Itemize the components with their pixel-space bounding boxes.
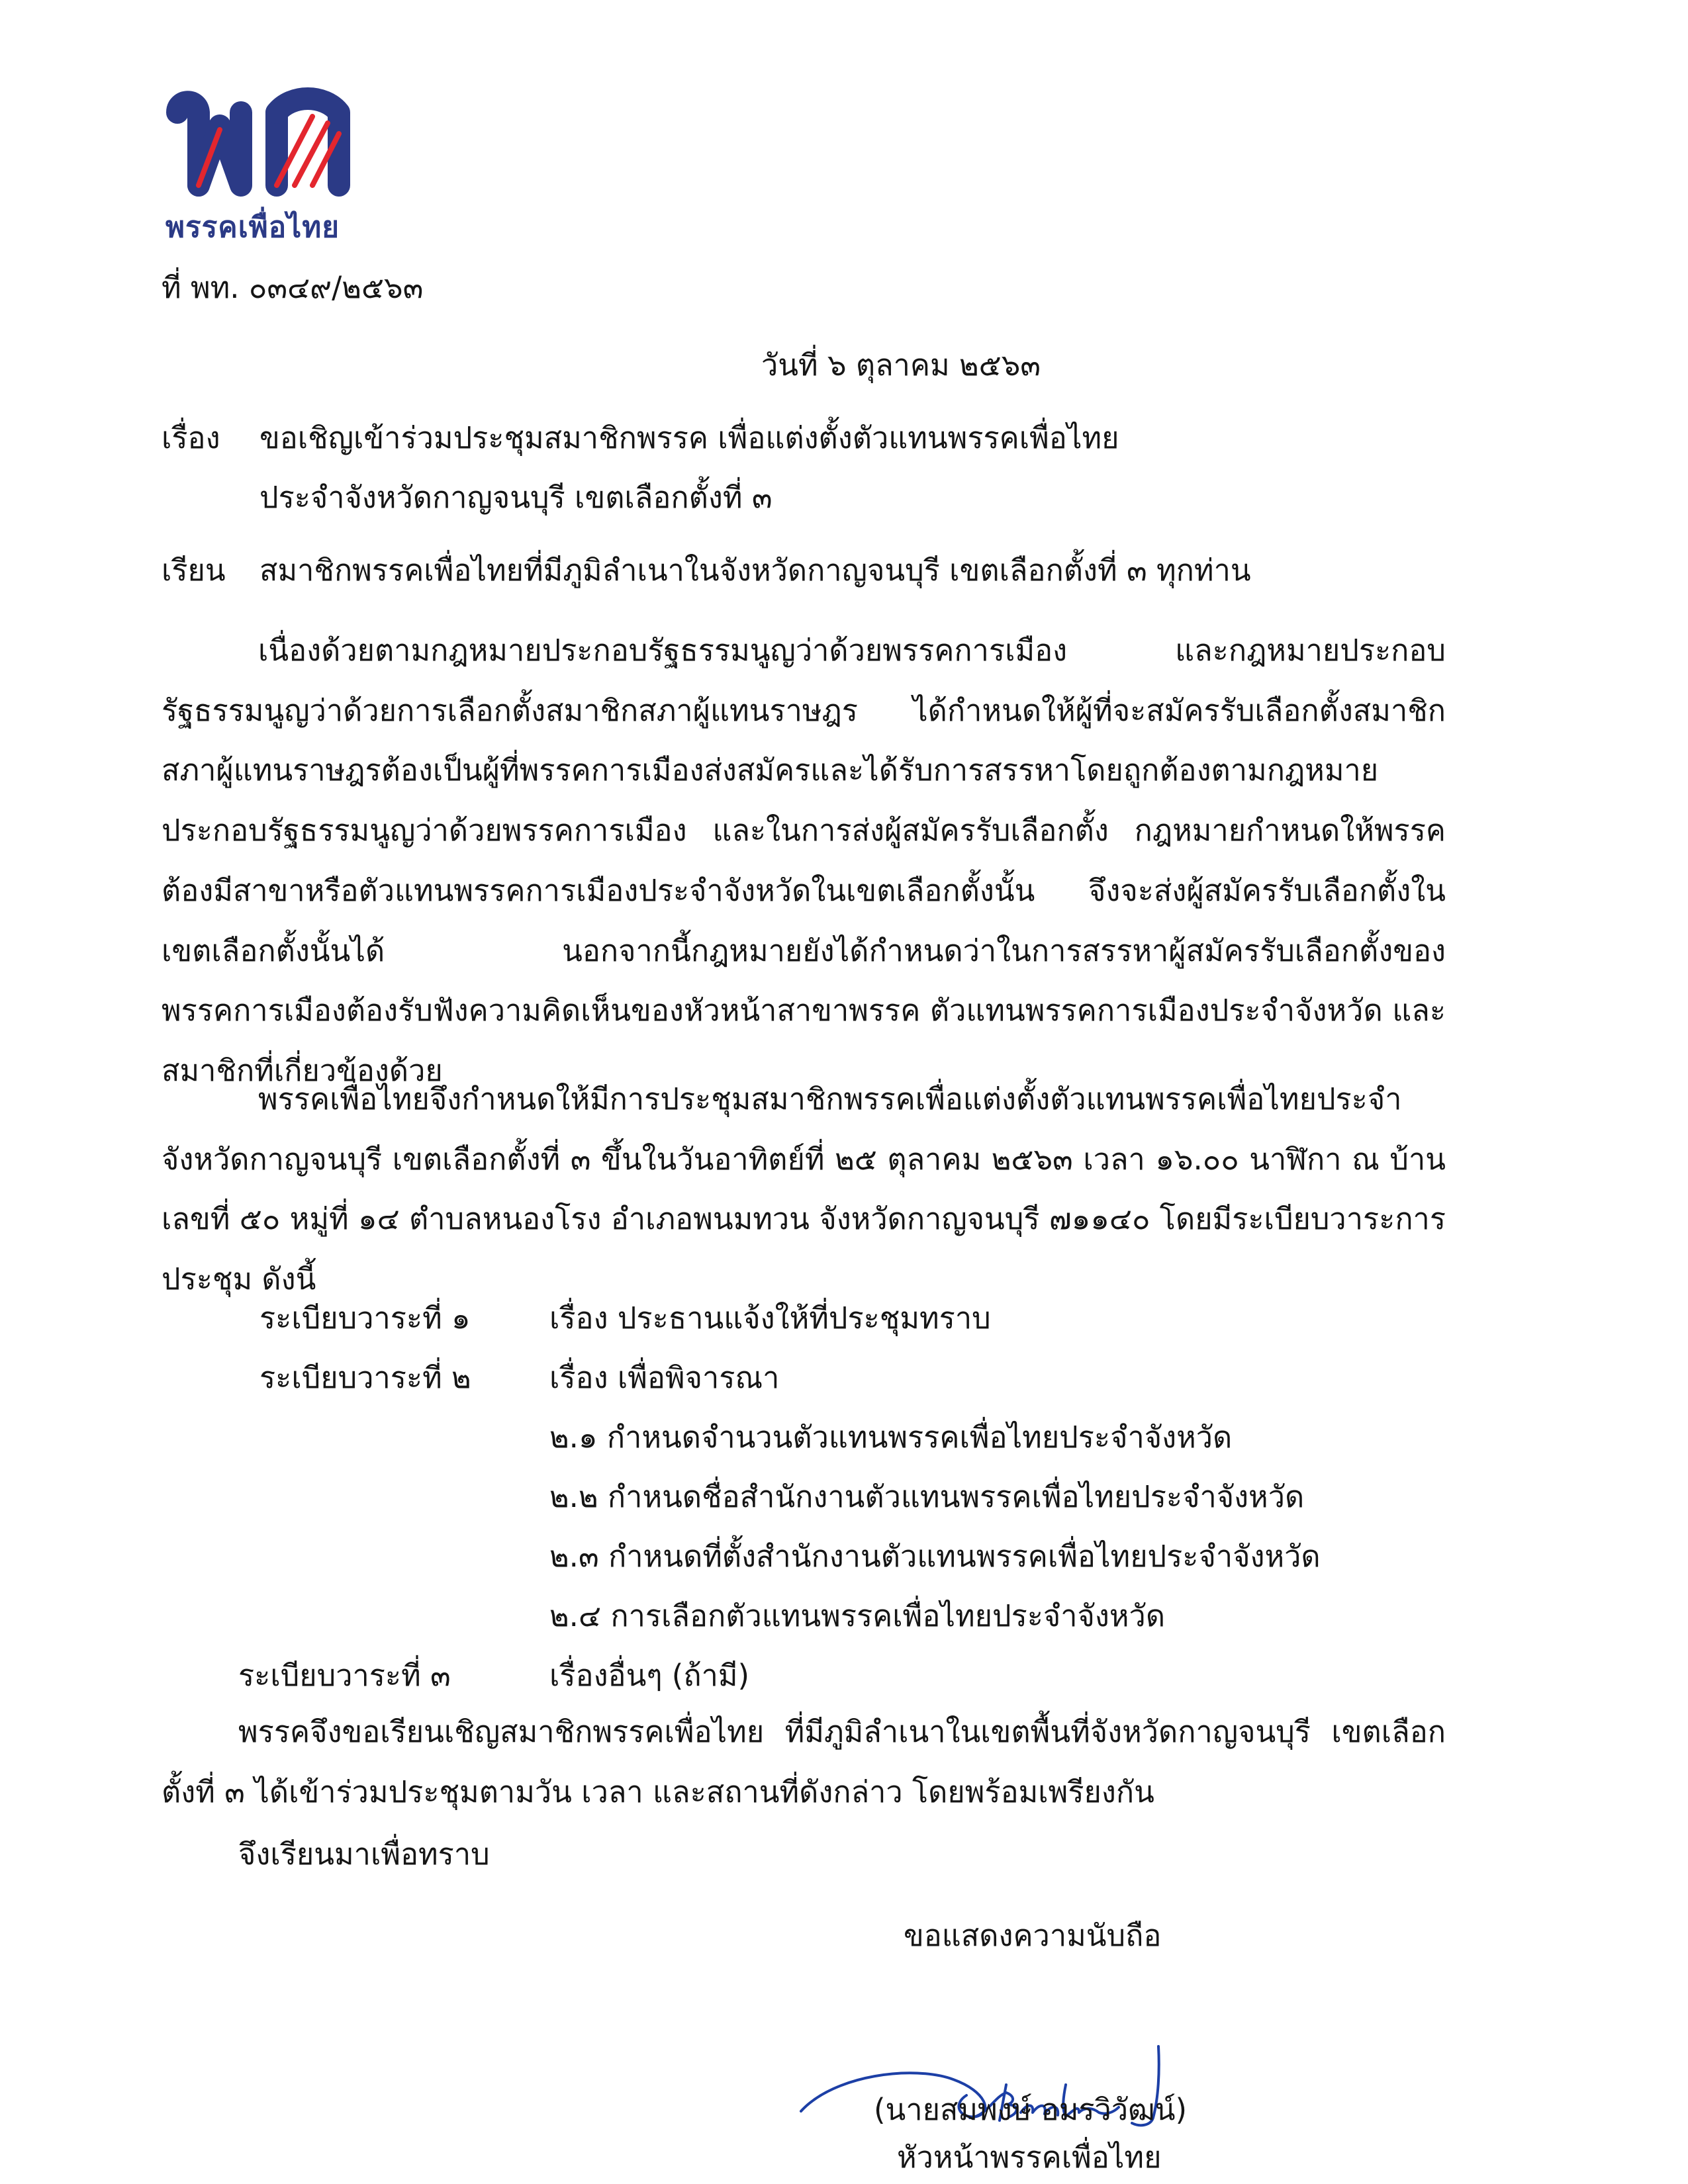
body-paragraph-1-text: เนื่องด้วยตามกฎหมายประกอบรัฐธรรมนูญว่าด้วยพรรคการเมือง และกฎหมายประกอบรัฐธรรมนูญว่าด้วยการเลือกตั้งสมาชิกสภาผู้แทนราษฎร ได้กำหนดให้ผู้ที่จะสมัครรับเลือกตั้งสมาชิกสภาผู้แทนราษฎรต้องเป็นผู้ที่พรรคการเมืองส่งสมัครและได้รับการสรรหาโดยถูกต้องตามกฎหมายประกอบรัฐธรรมนูญว่าด้วยพรรคการเมือง และในการส่งผู้สมัครรับเลือกตั้ง กฎหมายกำหนดให้พรรคต้องมีสาขาหรือตัวแทนพรรคการเมืองประจำจังหวัดในเขตเลือกตั้งนั้น จึงจะส่งผู้สมัครรับเลือกตั้งในเขตเลือกตั้งนั้นได้ นอกจากนี้กฎหมายยังได้กำหนดว่าในการสรรหาผู้สมัครรับเลือกตั้งของพรรคการเมืองต้องรับฟังความคิดเห็นของหัวหน้าสาขาพรรค ตัวแทนพรรคการเมืองประจำจังหวัด และสมาชิกที่เกี่ยวข้องด้วย <box>162 633 1446 1088</box>
party-logo-mark-icon <box>159 86 377 202</box>
letter-date: วันที่ ๖ ตุลาคม ๒๕๖๓ <box>761 347 1041 383</box>
signer-title: หัวหน้าพรรคเพื่อไทย <box>897 2140 1162 2175</box>
body-paragraph-2-text: พรรคเพื่อไทยจึงกำหนดให้มีการประชุมสมาชิกพรรคเพื่อแต่งตั้งตัวแทนพรรคเพื่อไทยประจำจังหวัดกาญจนบุรี เขตเลือกตั้งที่ ๓ ขึ้นในวันอาทิตย์ที่ ๒๕ ตุลาคม ๒๕๖๓ เวลา ๑๖.๐๐ นาฬิกา ณ บ้านเลขที่ ๕๐ หมู่ที่ ๑๔ ตำบลหนองโรง อำเภอพนมทวน จังหวัดกาญจนบุรี ๗๑๑๔๐ โดยมีระเบียบวาระการประชุม ดังนี้ <box>162 1081 1446 1297</box>
agenda-item-1-label: ระเบียบวาระที่ ๑ <box>259 1300 471 1336</box>
agenda-item-3-text: เรื่องอื่นๆ (ถ้ามี) <box>549 1658 750 1693</box>
body-paragraph-1 <box>162 621 1446 1101</box>
body-paragraph-2 <box>162 1069 1446 1310</box>
agenda-item-2-sub-3: ๒.๓ กำหนดที่ตั้งสำนักงานตัวแทนพรรคเพื่อไทยประจำจังหวัด <box>549 1539 1321 1574</box>
agenda-item-2-text: เรื่อง เพื่อพิจารณา <box>549 1360 780 1395</box>
reference-number: ที่ พท. ๐๓๔๙/๒๕๖๓ <box>162 270 424 305</box>
agenda-item-2-sub-2: ๒.๒ กำหนดชื่อสำนักงานตัวแทนพรรคเพื่อไทยประจำจังหวัด <box>549 1479 1305 1514</box>
subject-line-1: ขอเชิญเข้าร่วมประชุมสมาชิกพรรค เพื่อแต่งตั้งตัวแทนพรรคเพื่อไทย <box>259 420 1119 455</box>
agenda-item-2-sub-4: ๒.๔ การเลือกตัวแทนพรรคเพื่อไทยประจำจังหวัด <box>549 1598 1166 1633</box>
body-paragraph-3-text: พรรคจึงขอเรียนเชิญสมาชิกพรรคเพื่อไทย ที่มีภูมิลำเนาในเขตพื้นที่จังหวัดกาญจนบุรี เขตเลือกตั้งที่ ๓ ได้เข้าร่วมประชุมตามวัน เวลา และสถานที่ดังกล่าว โดยพร้อมเพรียงกัน <box>162 1714 1446 1809</box>
recipient-text: สมาชิกพรรคเพื่อไทยที่มีภูมิลำเนาในจังหวัดกาญจนบุรี เขตเลือกตั้งที่ ๓ ทุกท่าน <box>259 553 1251 588</box>
agenda-item-2-label: ระเบียบวาระที่ ๒ <box>259 1360 471 1395</box>
party-name-logo-text: พรรคเพื่อไทย <box>165 210 340 244</box>
recipient-label: เรียน <box>162 553 226 588</box>
signer-name: (นายสมพงษ์ อมรวิวัฒน์) <box>874 2092 1188 2127</box>
subject-label: เรื่อง <box>162 420 220 455</box>
closing-line: จึงเรียนมาเพื่อทราบ <box>238 1837 490 1872</box>
agenda-item-3-label: ระเบียบวาระที่ ๓ <box>238 1658 451 1693</box>
subject-line-2: ประจำจังหวัดกาญจนบุรี เขตเลือกตั้งที่ ๓ <box>259 480 773 515</box>
party-logo <box>159 86 377 245</box>
body-paragraph-3 <box>162 1702 1446 1822</box>
agenda-item-2-sub-1: ๒.๑ กำหนดจำนวนตัวแทนพรรคเพื่อไทยประจำจังหวัด <box>549 1420 1233 1455</box>
regards-line: ขอแสดงความนับถือ <box>904 1918 1162 1953</box>
agenda-item-1-text: เรื่อง ประธานแจ้งให้ที่ประชุมทราบ <box>549 1300 991 1336</box>
